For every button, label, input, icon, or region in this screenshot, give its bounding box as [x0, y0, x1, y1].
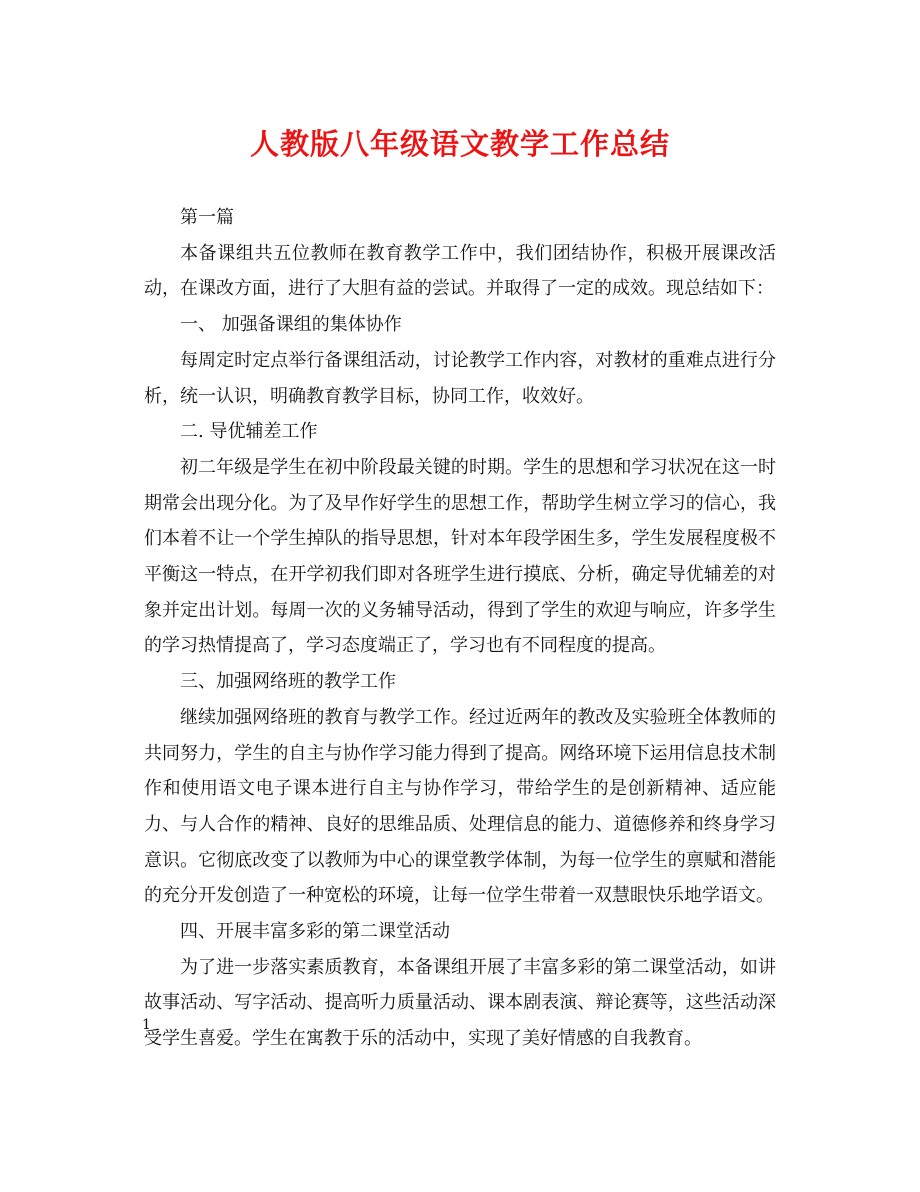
- section-heading-1: 一、 加强备课组的集体协作: [180, 314, 402, 336]
- section-heading-part-one: 第一篇: [180, 207, 234, 228]
- body-paragraph-2: 初二年级是学生在初中阶段最关键的时期。学生的思想和学习状况在这一时期常会出现分化。为了及早作好学生的思想工作，帮助学生树立学习的信心，我们本着不让一个学生掉队的指导思想，针对本年段学困生多，学生发展程度极不平衡这一特点，在开学初我们即对各班学生进行摸底、分析，确定导优辅差的对象并定出计划。每周一次的义务辅导活动，得到了学生的欢迎与响应，许多学生的学习热情提高了，学习态度端正了，学习也有不同程度的提高。: [144, 456, 776, 657]
- section-heading-4: 四、开展丰富多彩的第二课堂活动: [180, 921, 450, 943]
- section-heading-2: 二. 导优辅差工作: [180, 421, 318, 443]
- body-paragraph-4: 为了进一步落实素质教育，本备课组开展了丰富多彩的第二课堂活动，如讲故事活动、写字活动、提高听力质量活动、课本剧表演、辩论赛等，这些活动深受学生喜爱。学生在寓教于乐的活动中，实现了美好情感的自我教育。: [144, 956, 776, 1050]
- body-paragraph-1: 每周定时定点举行备课组活动，讨论教学工作内容，对教材的重难点进行分析，统一认识，明确教育教学目标，协同工作，收效好。: [144, 349, 776, 407]
- page-number: 1: [142, 1017, 151, 1033]
- document-body: [144, 200, 776, 1057]
- body-paragraph-3: 继续加强网络班的教育与教学工作。经过近两年的教改及实验班全体教师的共同努力，学生的自主与协作学习能力得到了提高。网络环境下运用信息技术制作和使用语文电子课本进行自主与协作学习，带给学生的是创新精神、适应能力、与人合作的精神、良好的思维品质、处理信息的能力、道德修养和终身学习意识。它彻底改变了以教师为中心的课堂教学体制，为每一位学生的禀赋和潜能的充分开发创造了一种宽松的环境，让每一位学生带着一双慧眼快乐地学语文。: [144, 706, 776, 907]
- body-paragraph-intro: 本备课组共五位教师在教育教学工作中，我们团结协作，积极开展课改活动，在课改方面，进行了大胆有益的尝试。并取得了一定的成效。现总结如下：: [144, 242, 776, 300]
- section-heading-3: 三、加强网络班的教学工作: [180, 671, 396, 693]
- document-title: 人教版八年级语文教学工作总结: [249, 127, 670, 161]
